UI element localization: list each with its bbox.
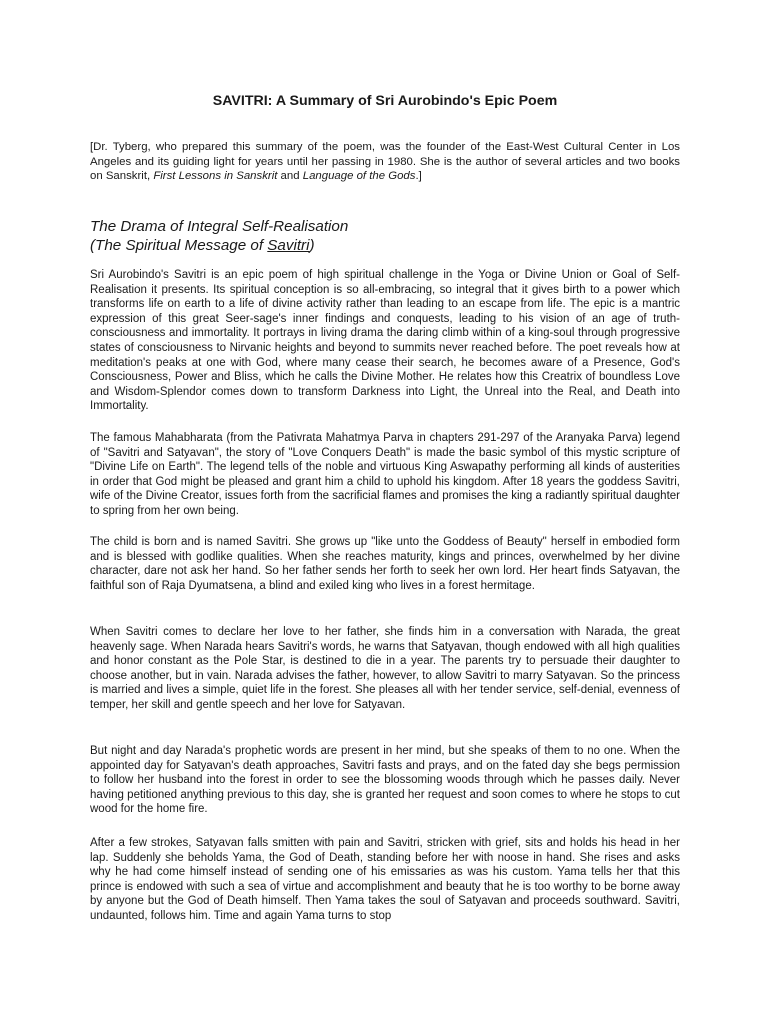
heading-underlined-title: Savitri (267, 236, 310, 254)
paragraph-yama-appears: After a few strokes, Satyavan falls smitten with pain and Savitri, stricken with grief, sits and holds his head in her lap. Suddenly she beholds Yama, the God of Death, standing before her with noose in hand. She rises and asks why he had come himself instead of sending one of his emissaries as was his custom. Yama tells her that this prince is endowed with such a sea of virtue and accomplishment and beauty that he is too worthy to be borne away by anyone but the God of Death himself. Then Yama takes the soul of Satyavan and proceeds southward. Savitri, undaunted, follows him. Time and again Yama turns to stop (90, 837, 680, 922)
paragraph-narada-warning: When Savitri comes to declare her love to her father, she finds him in a conversation with Narada, the great heavenly sage. When Narada hears Savitri's words, he warns that Satyavan, though endowed with all high qualities and honor constant as the Pole Star, is destined to die in a year. The parents try to persuade their daughter to choose another, but in vain. Narada advises the father, however, to allow Savitri to marry Satyavan. So the princess is married and lives a simple, quiet life in the forest. She pleases all with her tender service, self-denial, evenness of temper, her skill and gentle speech and her love for Satyavan. (90, 626, 680, 711)
paragraph-savitri-birth: The child is born and is named Savitri. She grows up "like unto the Goddess of Beauty" herself in embodied form and is blessed with godlike qualities. When she reaches maturity, kings and princes, overwhelmed by her divine character, dare not ask her hand. So her father sends her forth to seek her own lord. Her heart finds Satyavan, the faithful son of Raja Dyumatsena, a blind and exiled king who lives in a forest hermitage. (90, 536, 680, 592)
paragraph-mahabharata-legend: The famous Mahabharata (from the Pativrata Mahatmya Parva in chapters 291-297 of the Aranyaka Parva) legend of "Savitri and Satyavan", the story of "Love Conquers Death" is made the basic symbol of this mystic scripture of "Divine Life on Earth". The legend tells of the noble and virtuous King Aswapathy performing all kinds of austerities in order that God might be pleased and grant him a child to uphold his kingdom. After 18 years the goddess Savitri, wife of the Divine Creator, issues forth from the sacrificial flames and promises the king a radiantly spiritual daughter to spring from her own being. (90, 432, 680, 517)
intro-end: .] (415, 170, 422, 183)
editor-intro-note (90, 140, 680, 184)
paragraph-introduction: Sri Aurobindo's Savitri is an epic poem of high spiritual challenge in the Yoga or Divine Union or Goal of Self-Realisation it presents. Its spiritual conception is so all-embracing, so integral that it gives birth to a power which transforms life on earth to a life of divine activity rather than leading to an escape from life. The epic is a mantric expression of this great Seer-sage's inner findings and conquests, leading to his vision of an age of truth-consciousness and immortality. It portrays in living drama the daring climb within of a king-soul through progressive states of consciousness to Nirvanic heights and beyond to summits never reached before. The poet reveals how at meditation's peaks at one with God, where many cease their search, he becomes aware of a Presence, God's Consciousness, Power and Bliss, which he calls the Divine Mother. He relates how this Creatrix of boundless Love and Wisdom-Splendor comes down to transform Darkness into Light, the Unreal into the Real, and Death into Immortality. (90, 269, 680, 413)
document-title: SAVITRI: A Summary of Sri Aurobindo's Epic Poem (212, 93, 558, 109)
intro-text: [Dr. Tyberg, who prepared this summary of the poem, was the founder of the East-West Cultural Center in Los Angeles and its guiding light for years until her passing in 1980. She is the author of several articles and two books on Sanskrit, (90, 141, 680, 183)
paragraph-fated-day: But night and day Narada's prophetic words are present in her mind, but she speaks of them to no one. When the appointed day for Satyavan's death approaches, Savitri fasts and prays, and on the fated day she begs permission to follow her husband into the forest in order to see the blossoming woods through which he passes daily. Never having petitioned anything previous to this day, she is granted her request and soon comes to where he stops to cut wood for the home fire. (90, 745, 680, 816)
section-heading-line-2 (90, 237, 680, 256)
heading-prefix: (The Spiritual Message of (90, 236, 268, 254)
book-title-sanskrit-lessons: First Lessons in Sanskrit (153, 170, 278, 183)
book-title-language-of-gods: Language of the Gods (302, 170, 416, 183)
section-heading (90, 218, 680, 255)
heading-suffix: ) (309, 236, 315, 254)
intro-connector: and (277, 170, 303, 183)
section-heading-line-1: The Drama of Integral Self-Realisation (90, 218, 349, 235)
